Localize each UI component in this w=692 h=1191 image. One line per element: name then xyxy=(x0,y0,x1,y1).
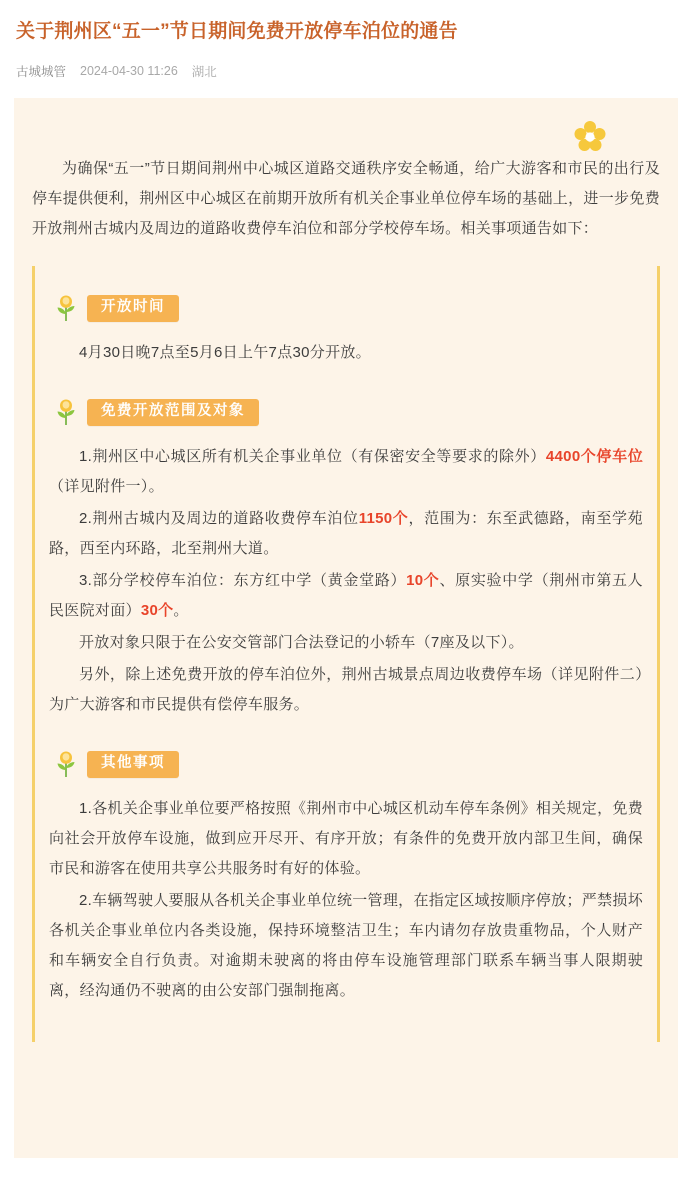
tulip-icon xyxy=(53,398,79,428)
paragraph-text: 。 xyxy=(173,601,189,619)
highlight-text: 10个 xyxy=(406,571,440,589)
section-paragraph: 开放对象只限于在公安交管部门合法登记的小轿车（7座及以下）。 xyxy=(79,633,524,651)
flower-icon xyxy=(574,120,606,152)
notice-section xyxy=(49,294,643,388)
spacer xyxy=(49,1008,643,1026)
paragraph-text: 1.荆州区中心城区所有机关企事业单位（有保密安全等要求的除外） xyxy=(79,447,546,465)
article-header xyxy=(0,0,692,98)
intro-paragraph: 为确保“五一”节日期间荆州中心城区道路交通秩序安全畅通，给广大游客和市民的出行及停车提供便利，荆州区中心城区在前期开放所有机关企事业单位停车场的基础上，进一步免费开放荆州古城内及周边的道路收费停车泊位和部分学校停车场。相关事项通告如下： xyxy=(32,159,660,237)
section-label: 免费开放范围及对象 xyxy=(87,399,259,426)
page-title: 关于荆州区“五一”节日期间免费开放停车泊位的通告 xyxy=(16,21,458,42)
spacer xyxy=(49,722,643,740)
section-paragraph: 2.车辆驾驶人要服从各机关企事业单位统一管理，在指定区域按顺序停放；严禁损坏各机关企事业单位内各类设施，保持环境整洁卫生；车内请勿存放贵重物品，个人财产和车辆安全自行负责。对逾期未驶离的将由停车设施管理部门联系车辆当事人限期驶离，经沟通仍不驶离的由公安部门强制拖离。 xyxy=(49,891,643,999)
notice-section xyxy=(49,750,643,1026)
highlight-text: 1150个 xyxy=(358,509,409,527)
section-header xyxy=(53,750,643,780)
notice-panel xyxy=(32,266,660,1042)
tulip-icon xyxy=(53,294,79,324)
highlight-text: 4400个停车位 xyxy=(545,447,644,465)
section-paragraph: 1.各机关企事业单位要严格按照《荆州市中心城区机动车停车条例》相关规定，免费向社会开放停车设施，做到应开尽开、有序开放；有条件的免费开放内部卫生间，确保市民和游客在使用共享公共服务时有好的体验。 xyxy=(49,799,643,877)
paragraph-text: （详见附件一）。 xyxy=(49,477,164,495)
section-header xyxy=(53,398,643,428)
section-label: 其他事项 xyxy=(87,751,179,778)
tulip-icon xyxy=(53,750,79,780)
section-paragraph xyxy=(49,442,643,502)
meta-region: 湖北 xyxy=(191,64,217,79)
paragraph-text: 2.荆州古城内及周边的道路收费停车泊位 xyxy=(79,509,359,527)
highlight-text: 30个 xyxy=(140,601,174,619)
sections-container xyxy=(49,294,643,1026)
article-meta xyxy=(16,62,676,98)
paragraph-text: 3.部分学校停车泊位：东方红中学（黄金堂路） xyxy=(79,571,407,589)
meta-date: 2024-04-30 11:26 xyxy=(80,63,178,78)
section-header xyxy=(53,294,643,324)
section-paragraph: 4月30日晚7点至5月6日上午7点30分开放。 xyxy=(79,343,371,361)
paragraph-text: ，范围为：东至武德路，南至学苑路，西至内环路，北至荆州大道。 xyxy=(49,509,643,557)
section-paragraph xyxy=(49,504,643,564)
section-label: 开放时间 xyxy=(87,295,179,322)
section-paragraph: 另外，除上述免费开放的停车泊位外，荆州古城景点周边收费停车场（详见附件二）为广大游客和市民提供有偿停车服务。 xyxy=(49,665,643,713)
meta-source: 古城城管 xyxy=(16,64,67,79)
article-body-card xyxy=(14,98,678,1158)
spacer xyxy=(49,370,643,388)
paragraph-text: 、原实验中学（荆州市第五人民医院对面） xyxy=(49,571,643,619)
section-paragraph xyxy=(49,566,643,626)
notice-section xyxy=(49,398,643,740)
